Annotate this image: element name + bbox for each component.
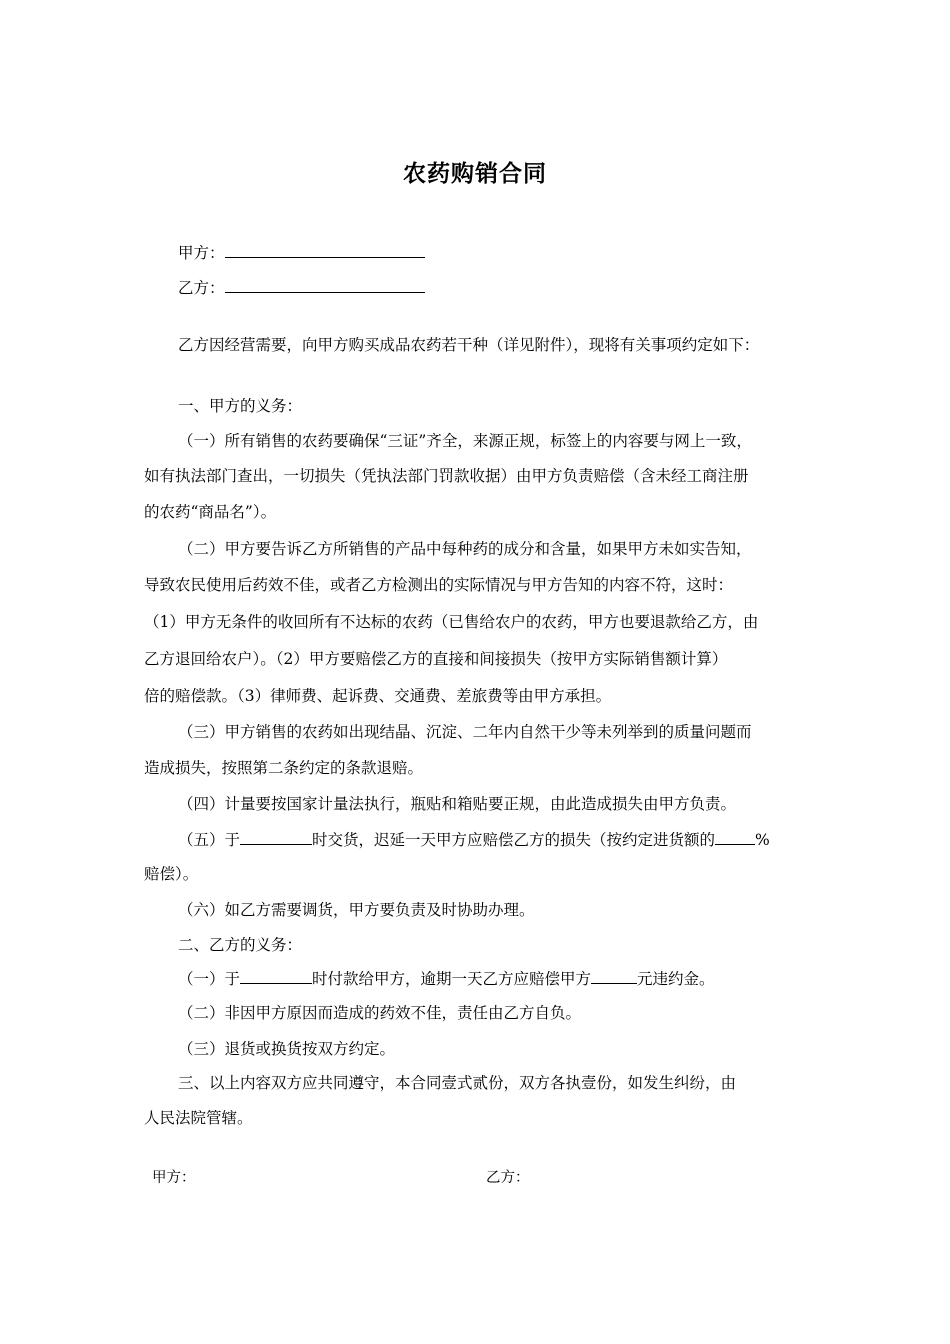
signature-party-b: 乙方： [486, 1170, 530, 1186]
clause-2-1-middle: 时付款给甲方，逾期一天乙方应赔偿甲方 [312, 970, 592, 988]
intro-text: 乙方因经营需要，向甲方购买成品农药若干种（详见附件），现将有关事项约定如下： [178, 336, 760, 354]
clause-1-5-line-1 [178, 829, 770, 850]
clause-1-4: （四）计量要按国家计量法执行，瓶贴和箱贴要正规，由此造成损失由甲方负责。 [178, 795, 737, 813]
party-a-blank [225, 242, 425, 258]
clause-1-5-prefix: （五）于 [178, 831, 241, 849]
party-a-label: 甲方： [178, 244, 225, 262]
clause-1-2-line-2: 导致农民使用后药效不佳，或者乙方检测出的实际情况与甲方告知的内容不符，这时： [144, 576, 734, 594]
clause-1-2-line-3: （1）甲方无条件的收回所有不达标的农药（已售给农户的农药，甲方也要退款给乙方，由 [144, 613, 759, 631]
clause-1-1-line-3: 的农药“商品名”）。 [144, 503, 277, 521]
payment-time-blank [240, 968, 312, 984]
percent-sign: % [755, 831, 770, 849]
clause-2-1 [178, 968, 715, 989]
clause-2-1-end: 元违约金。 [637, 970, 715, 988]
section-3-line-2: 人民法院管辖。 [144, 1109, 253, 1127]
clause-1-5-line-2: 赔偿）。 [144, 865, 199, 883]
delivery-time-blank [240, 829, 312, 845]
clause-1-6: （六）如乙方需要调货，甲方要负责及时协助办理。 [178, 901, 535, 919]
clause-1-3-line-1: （三）甲方销售的农药如出现结晶、沉淀、二年内自然干少等未列举到的质量问题而 [178, 723, 752, 741]
clause-1-2-line-4: 乙方退回给农户）。（2）甲方要赔偿乙方的直接和间接损失（按甲方实际销售额计算） [144, 650, 728, 668]
clause-1-1-line-1: （一）所有销售的农药要确保“三证”齐全，来源正规，标签上的内容要与网上一致， [178, 432, 752, 450]
clause-1-5-middle: 时交货，迟延一天甲方应赔偿乙方的损失（按约定进货额的 [312, 831, 716, 849]
clause-1-1-line-2: 如有执法部门查出，一切损失（凭执法部门罚款收据）由甲方负责赔偿（含未经工商注册 [144, 467, 749, 485]
party-b-blank [225, 277, 425, 293]
section-3-line-1: 三、以上内容双方应共同遵守，本合同壹式贰份，双方各执壹份，如发生纠纷，由 [178, 1074, 737, 1092]
party-b-line [178, 277, 425, 298]
clause-2-3: （三）退货或换货按双方约定。 [178, 1040, 396, 1058]
clause-2-1-prefix: （一）于 [178, 970, 241, 988]
party-b-label: 乙方： [178, 279, 225, 297]
document-title: 农药购销合同 [403, 160, 547, 187]
clause-1-2-line-1: （二）甲方要告诉乙方所销售的产品中每种药的成分和含量，如果甲方未如实告知， [178, 540, 752, 558]
section-1-heading: 一、甲方的义务： [178, 397, 303, 415]
penalty-percent-blank [715, 829, 755, 845]
clause-2-2: （二）非因甲方原因而造成的药效不佳，责任由乙方自负。 [178, 1004, 582, 1022]
penalty-amount-blank [591, 968, 637, 984]
section-2-heading: 二、乙方的义务： [178, 936, 303, 954]
clause-1-2-line-5: 倍的赔偿款。（3）律师费、起诉费、交通费、差旅费等由甲方承担。 [144, 687, 612, 705]
signature-party-a: 甲方： [152, 1170, 196, 1186]
party-a-line [178, 242, 425, 263]
clause-1-3-line-2: 造成损失，按照第二条约定的条款退赔。 [144, 759, 424, 777]
